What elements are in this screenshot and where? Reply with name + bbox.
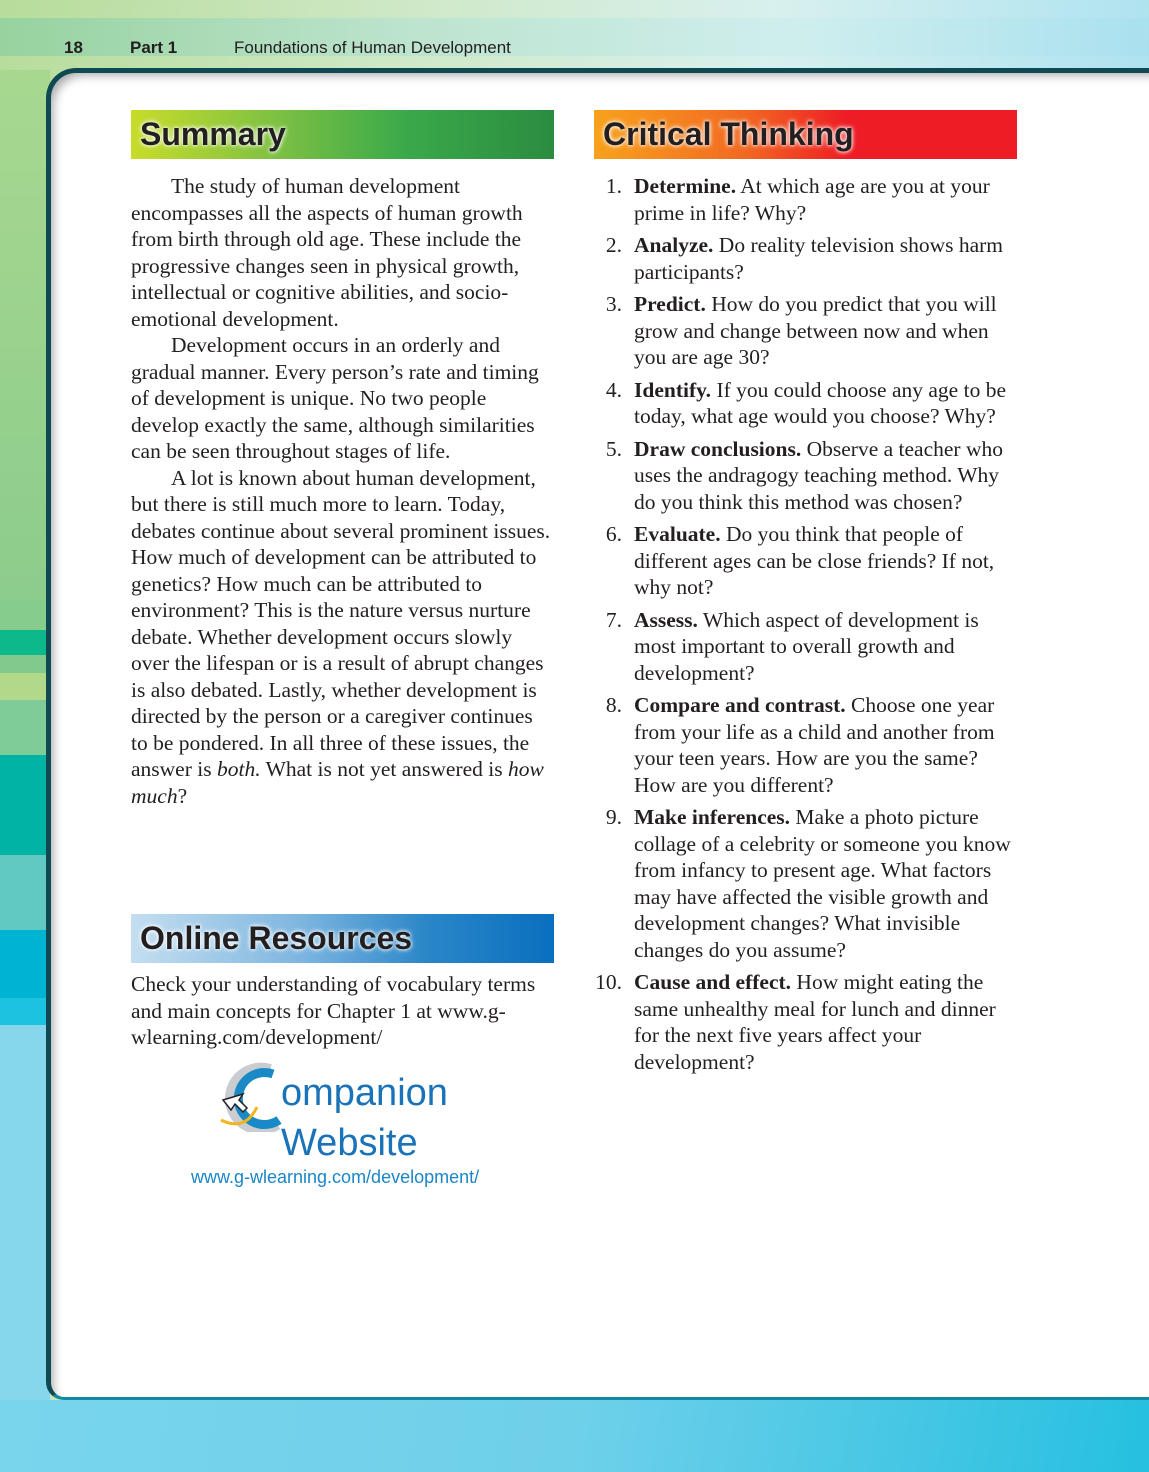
logo-text-companion: ompanion [281, 1072, 448, 1114]
item-number: 3. [605, 292, 622, 316]
critical-thinking-item [594, 436, 1019, 516]
item-text: Do you think that people of different ages can be close friends? If not, why not? [634, 522, 995, 599]
critical-thinking-item [594, 607, 1019, 687]
item-number: 4. [605, 377, 622, 402]
item-text: How do you predict that you will grow and change between now and when you are age 30? [634, 292, 997, 369]
item-number: 9. [605, 805, 622, 829]
critical-thinking-item [594, 804, 1019, 963]
critical-thinking-item [594, 377, 1019, 430]
page-number: 18 [64, 38, 83, 57]
item-label: Predict. [634, 292, 706, 316]
item-label: Compare and contrast. [634, 693, 846, 717]
critical-thinking-item [594, 173, 1019, 226]
item-label: Cause and effect. [634, 970, 792, 994]
online-resources-heading: Online Resources [131, 914, 554, 963]
bottom-band [0, 1400, 1149, 1472]
companion-website-link[interactable]: www.g-wlearning.com/development/ [191, 1167, 480, 1187]
logo-text-website: Website [281, 1122, 418, 1164]
item-text: Make a photo picture collage of a celebrity or someone you know from infancy to present age. What factors may have affected the visible growth and development changes? What invisible changes do you assume? [634, 805, 1011, 962]
item-text: Which aspect of development is most important to overall growth and development? [634, 607, 979, 685]
summary-body [131, 173, 553, 809]
chapter-title: Foundations of Human Development [234, 38, 511, 57]
item-label: Assess. [634, 607, 698, 632]
item-label: Determine. [634, 174, 737, 198]
item-text: Do reality television shows harm participants? [634, 233, 1004, 284]
text: What is not yet answered is [260, 757, 508, 781]
text: ? [177, 783, 188, 808]
critical-thinking-item [594, 291, 1019, 371]
item-number: 6. [605, 522, 622, 546]
critical-thinking-heading: Critical Thinking [594, 110, 1017, 159]
item-number: 1. [605, 174, 622, 198]
item-number: 2. [605, 233, 622, 257]
item-label: Analyze. [634, 233, 714, 257]
critical-thinking-item [594, 692, 1019, 798]
critical-thinking-item [594, 969, 1019, 1075]
item-text: If you could choose any age to be today, what age would you choose? Why? [634, 377, 1006, 428]
item-number: 5. [605, 436, 622, 461]
critical-thinking-item [594, 521, 1019, 601]
summary-heading: Summary [131, 110, 554, 159]
critical-thinking-item [594, 232, 1019, 285]
critical-thinking-list [594, 173, 1019, 1081]
item-text: Observe a teacher who uses the andragogy teaching method. Why do you think this method was chosen? [634, 436, 1003, 514]
emphasis: both. [216, 757, 261, 781]
side-stripes [0, 70, 50, 1470]
item-label: Identify. [634, 377, 712, 402]
part-label: Part 1 [130, 38, 178, 57]
item-label: Evaluate. [634, 522, 721, 546]
summary-paragraph: The study of human development encompasses all the aspects of human growth from birth through old age. These include the progressive changes seen in physical growth, intellectual or cognitive abilities, and socio-emotional development. [131, 174, 523, 331]
item-number: 7. [605, 607, 622, 632]
summary-paragraph: Development occurs in an orderly and gradual manner. Every person’s rate and timing of development is unique. No two people develop exactly the same, although similarities can be seen throughout stages of life. [131, 333, 539, 463]
emphasis: how much [131, 757, 544, 808]
summary-paragraph [131, 465, 553, 810]
online-resources-text: Check your understanding of vocabulary terms and main concepts for Chapter 1 at www.g-wlearning.com/development/ [131, 972, 536, 1049]
item-number: 10. [595, 970, 622, 994]
item-text: Choose one year from your life as a child and another from your teen years. How are you the same? How are you different? [634, 693, 995, 797]
companion-website-logo[interactable] [191, 1062, 515, 1192]
item-label: Make inferences. [634, 805, 791, 829]
text: A lot is known about human development, but there is still much more to learn. Today, debates continue about several prominent issues. How much of development can be attributed to genetics? How much can be attributed to environment? This is the nature versus nurture debate. Whether development occurs slowly over the lifespan or is a result of abrupt changes is also debated. Lastly, whether development is directed by the person or a caregiver continues to be pondered. In all three of these issues, the answer is [131, 465, 551, 781]
item-number: 8. [605, 693, 622, 717]
item-text: At which age are you at your prime in life? Why? [634, 174, 990, 225]
item-text: How might eating the same unhealthy meal for lunch and dinner for the next five years affect your development? [634, 970, 996, 1074]
item-label: Draw conclusions. [634, 436, 802, 461]
